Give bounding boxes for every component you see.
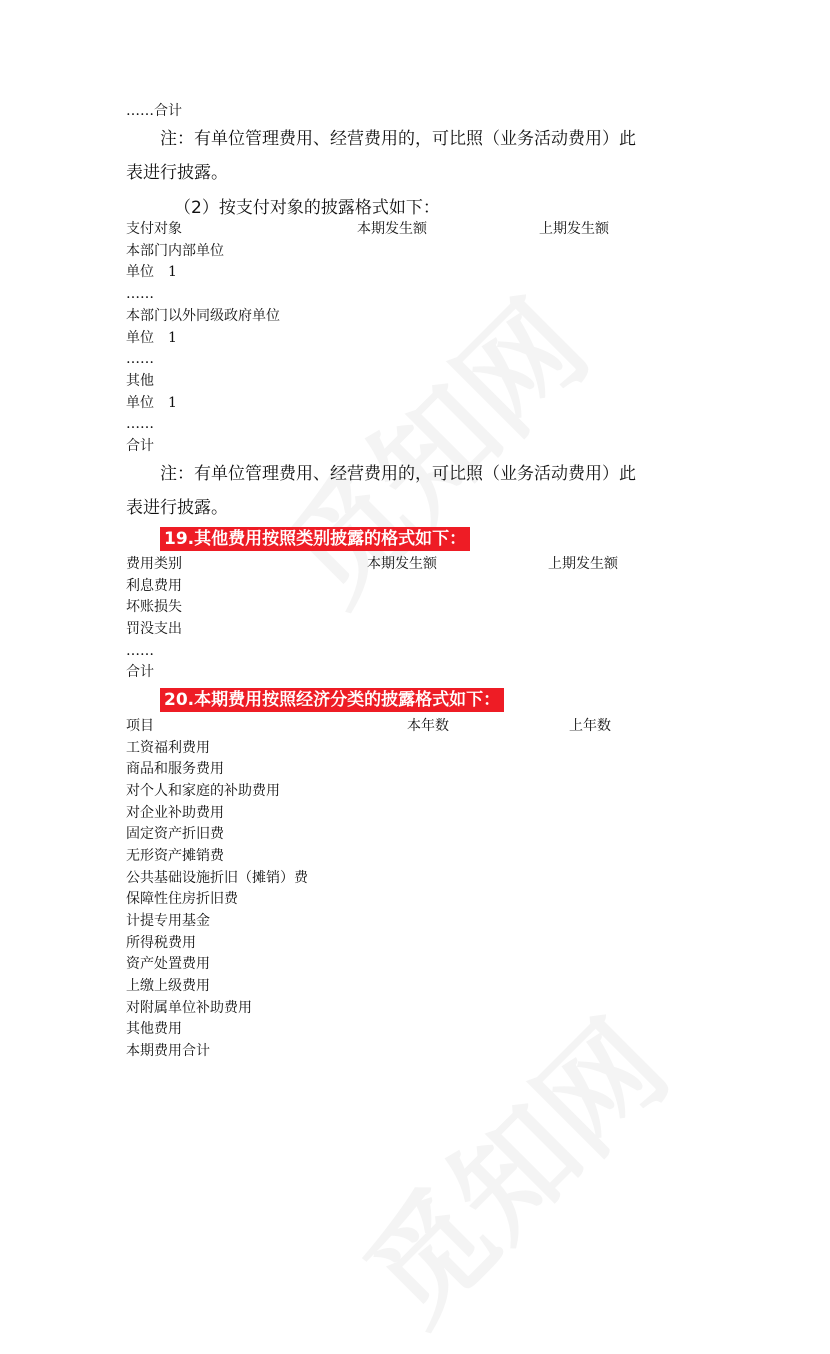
table-row: 单位 1 [126,330,177,346]
table-row: 资产处置费用 [126,956,210,972]
table-row: …… [126,351,154,367]
table-header: 上年数 [569,718,611,734]
table-row: 罚没支出 [126,621,182,637]
table-row: 保障性住房折旧费 [126,891,238,907]
watermark [242,258,618,634]
table-row: 商品和服务费用 [126,761,224,777]
section-20-heading: 20.本期费用按照经济分类的披露格式如下： [160,688,504,712]
table-row: 对企业补助费用 [126,805,224,821]
table-row: 上缴上级费用 [126,978,210,994]
table-header: 上期发生额 [548,556,618,572]
table-row: 固定资产折旧费 [126,826,224,842]
table-header: 本年数 [407,718,449,734]
table-row: 其他 [126,373,154,389]
table-row: 所得税费用 [126,935,196,951]
table-row: 利息费用 [126,578,182,594]
table-row: …… [126,416,154,432]
table-header: 项目 [126,718,154,734]
table-row: …… [126,643,154,659]
note-1-line-2: 表进行披露。 [126,163,228,183]
note-2-line-2: 表进行披露。 [126,498,228,518]
table-header: 本期发生额 [367,556,437,572]
table-row: 对附属单位补助费用 [126,1000,252,1016]
table-header: 上期发生额 [539,221,609,237]
table-row: 本期费用合计 [126,1043,210,1059]
table-row: 本部门内部单位 [126,243,224,259]
note-1 [126,122,716,190]
subsection-2-title: （2）按支付对象的披露格式如下： [174,198,440,218]
note-2-line-1: 注：有单位管理费用、经营费用的，可比照（业务活动费用）此 [160,464,636,484]
note-1-line-1: 注：有单位管理费用、经营费用的，可比照（业务活动费用）此 [160,129,636,149]
table-row: 合计 [126,664,154,680]
table-row: 合计 [126,438,154,454]
table-row: 计提专用基金 [126,913,210,929]
top-total-line: ……合计 [126,103,182,119]
table-row: …… [126,286,154,302]
table-row: 本部门以外同级政府单位 [126,308,280,324]
section-19-heading: 19.其他费用按照类别披露的格式如下： [160,527,470,551]
table-header: 费用类别 [126,556,182,572]
table-row: 无形资产摊销费 [126,848,224,864]
table-row: 对个人和家庭的补助费用 [126,783,280,799]
table-row: 公共基础设施折旧（摊销）费 [126,870,308,886]
note-2 [126,457,716,525]
watermark [322,978,698,1354]
table-row: 工资福利费用 [126,740,210,756]
table-row: 单位 1 [126,264,177,280]
table-header: 支付对象 [126,221,182,237]
table-row: 单位 1 [126,395,177,411]
table-row: 坏账损失 [126,599,182,615]
table-header: 本期发生额 [357,221,427,237]
table-row: 其他费用 [126,1021,182,1037]
